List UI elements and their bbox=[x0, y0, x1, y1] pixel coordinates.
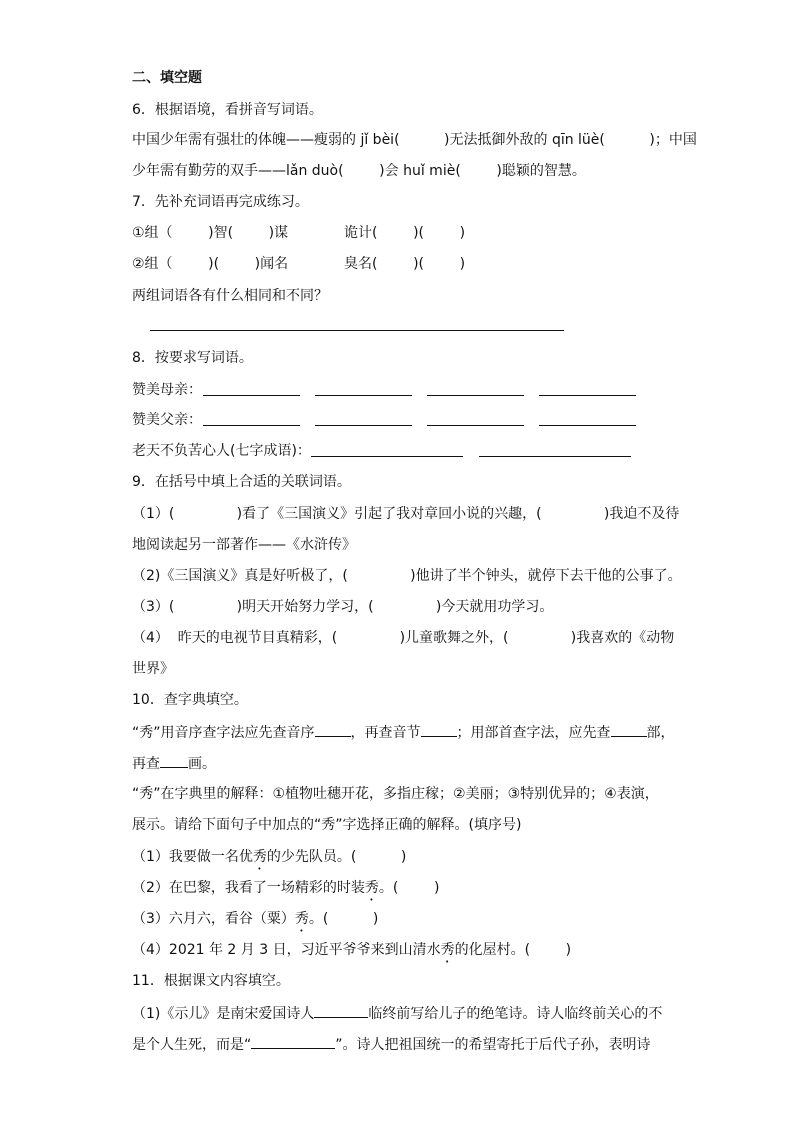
q9-item-3: （3）( )明天开始努力学习，( )今天就用功学习。 bbox=[132, 599, 554, 615]
q10-text: 部， bbox=[646, 725, 675, 741]
q10-sentence-4 bbox=[132, 940, 571, 966]
q7-answer-line[interactable] bbox=[150, 330, 564, 331]
q11-text: 临终前写给儿子的绝笔诗。诗人临终前关心的不 bbox=[368, 1006, 663, 1022]
q11-text: 是个人生死，而是“ bbox=[132, 1037, 252, 1053]
q8-mother-blank-2[interactable] bbox=[315, 395, 412, 396]
q6-line-2: 少年需有勤劳的双手——lǎn duò( )会 huǐ miè( )聪颖的智慧。 bbox=[132, 163, 586, 179]
q10-text: 。( ) bbox=[378, 880, 440, 896]
q10-blank-bushou[interactable] bbox=[611, 722, 647, 737]
dotted-character: 秀 bbox=[252, 849, 267, 865]
q10-title: 10．查字典填空。 bbox=[132, 692, 248, 708]
q7-row2-left: ②组（ )( )闻名 bbox=[132, 256, 289, 272]
q10-explanation-1: “秀”在字典里的解释：①植物吐穗开花，多指庄稼；②美丽；③特别优异的；④表演， bbox=[132, 786, 659, 802]
q9-item-1-line-1: （1）( )看了《三国演义》引起了我对章回小说的兴趣，( )我迫不及待 bbox=[132, 506, 680, 522]
q11-line-1 bbox=[132, 1003, 662, 1024]
q10-text: 画。 bbox=[188, 756, 216, 772]
q8-title: 8．按要求写词语。 bbox=[132, 350, 253, 366]
q8-idiom-blank-1[interactable] bbox=[311, 456, 463, 457]
q8-label-mother: 赞美母亲： bbox=[132, 382, 202, 398]
dotted-character: 秀 bbox=[364, 880, 379, 896]
q10-blank-yinjie[interactable] bbox=[421, 722, 457, 737]
q7-row1-left: ①组（ )智( )谋 bbox=[132, 225, 289, 241]
q10-blank-yinxu[interactable] bbox=[315, 722, 351, 737]
section-title: 二、填空题 bbox=[132, 70, 202, 86]
q11-text: ”。诗人把祖国统一的希望寄托于后代子孙，表明诗 bbox=[335, 1037, 651, 1053]
q8-mother-blank-4[interactable] bbox=[539, 395, 636, 396]
q10-text: 的化屋村。( ) bbox=[454, 942, 572, 958]
q7-title: 7．先补充词语再完成练习。 bbox=[132, 194, 309, 210]
q10-sentence-1 bbox=[132, 847, 406, 873]
q10-text: （4）2021 年 2 月 3 日，习近平爷爷来到山清水 bbox=[132, 942, 441, 958]
q9-title: 9．在括号中填上合适的关联词语。 bbox=[132, 474, 351, 490]
q10-para-1 bbox=[132, 722, 675, 743]
q11-line-2 bbox=[132, 1034, 651, 1055]
q9-item-2: （2)《三国演义》真是好听极了，( )他讲了半个钟头，就停下去干他的公事了。 bbox=[132, 568, 682, 584]
q10-text: （1）我要做一名优 bbox=[132, 849, 253, 865]
q8-father-blank-1[interactable] bbox=[203, 425, 300, 426]
q10-sentence-2 bbox=[132, 878, 439, 904]
q10-text: “秀”用音序查字法应先查音序 bbox=[132, 725, 315, 741]
q8-label-idiom: 老天不负苦心人(七字成语)： bbox=[132, 443, 311, 459]
q8-father-blank-2[interactable] bbox=[315, 425, 412, 426]
q10-blank-bihua[interactable] bbox=[160, 753, 188, 768]
q11-blank-poet[interactable] bbox=[314, 1003, 368, 1018]
q10-text: ；用部首查字法，应先查 bbox=[456, 725, 611, 741]
q10-text: 的少先队员。( ) bbox=[266, 849, 407, 865]
dotted-character: 秀 bbox=[294, 911, 309, 927]
q6-line-1: 中国少年需有强壮的体魄——瘦弱的 jǐ bèi( )无法抵御外敌的 qīn lüè( )；中国 bbox=[132, 132, 697, 148]
q7-row1-right: 诡计( )( ) bbox=[344, 225, 466, 241]
q11-blank-quote[interactable] bbox=[251, 1034, 335, 1049]
q8-father-blank-4[interactable] bbox=[539, 425, 636, 426]
q9-item-1-line-2: 地阅读起另一部著作——《水浒传》 bbox=[132, 537, 356, 553]
dotted-character: 秀 bbox=[440, 942, 455, 958]
q10-text: 再查 bbox=[132, 756, 160, 772]
q10-text: （3）六月六，看谷（粟） bbox=[132, 911, 295, 927]
q8-mother-blank-3[interactable] bbox=[427, 395, 524, 396]
q7-row2-right: 臭名( )( ) bbox=[344, 256, 466, 272]
q8-label-father: 赞美父亲： bbox=[132, 412, 202, 428]
q10-text: ，再查音节 bbox=[350, 725, 421, 741]
q10-text: （2）在巴黎，我看了一场精彩的时装 bbox=[132, 880, 365, 896]
q8-father-blank-3[interactable] bbox=[427, 425, 524, 426]
q10-sentence-3 bbox=[132, 909, 378, 935]
q9-item-4-line-1: （4） 昨天的电视节目真精彩，( )儿童歌舞之外，( )我喜欢的《动物 bbox=[132, 630, 675, 646]
q8-mother-blank-1[interactable] bbox=[203, 395, 300, 396]
q10-para-2 bbox=[132, 753, 216, 774]
q10-explanation-2: 展示。请给下面句子中加点的“秀”字选择正确的解释。(填序号) bbox=[132, 817, 522, 833]
q9-item-4-line-2: 世界》 bbox=[132, 661, 174, 677]
q6-title: 6．根据语境，看拼音写词语。 bbox=[132, 102, 323, 118]
q10-text: 。( ) bbox=[308, 911, 379, 927]
q7-question: 两组词语各有什么相同和不同？ bbox=[132, 288, 328, 304]
q11-title: 11．根据课文内容填空。 bbox=[132, 973, 290, 989]
q11-text: （1)《示儿》是南宋爱国诗人 bbox=[132, 1006, 315, 1022]
q8-idiom-blank-2[interactable] bbox=[479, 456, 631, 457]
